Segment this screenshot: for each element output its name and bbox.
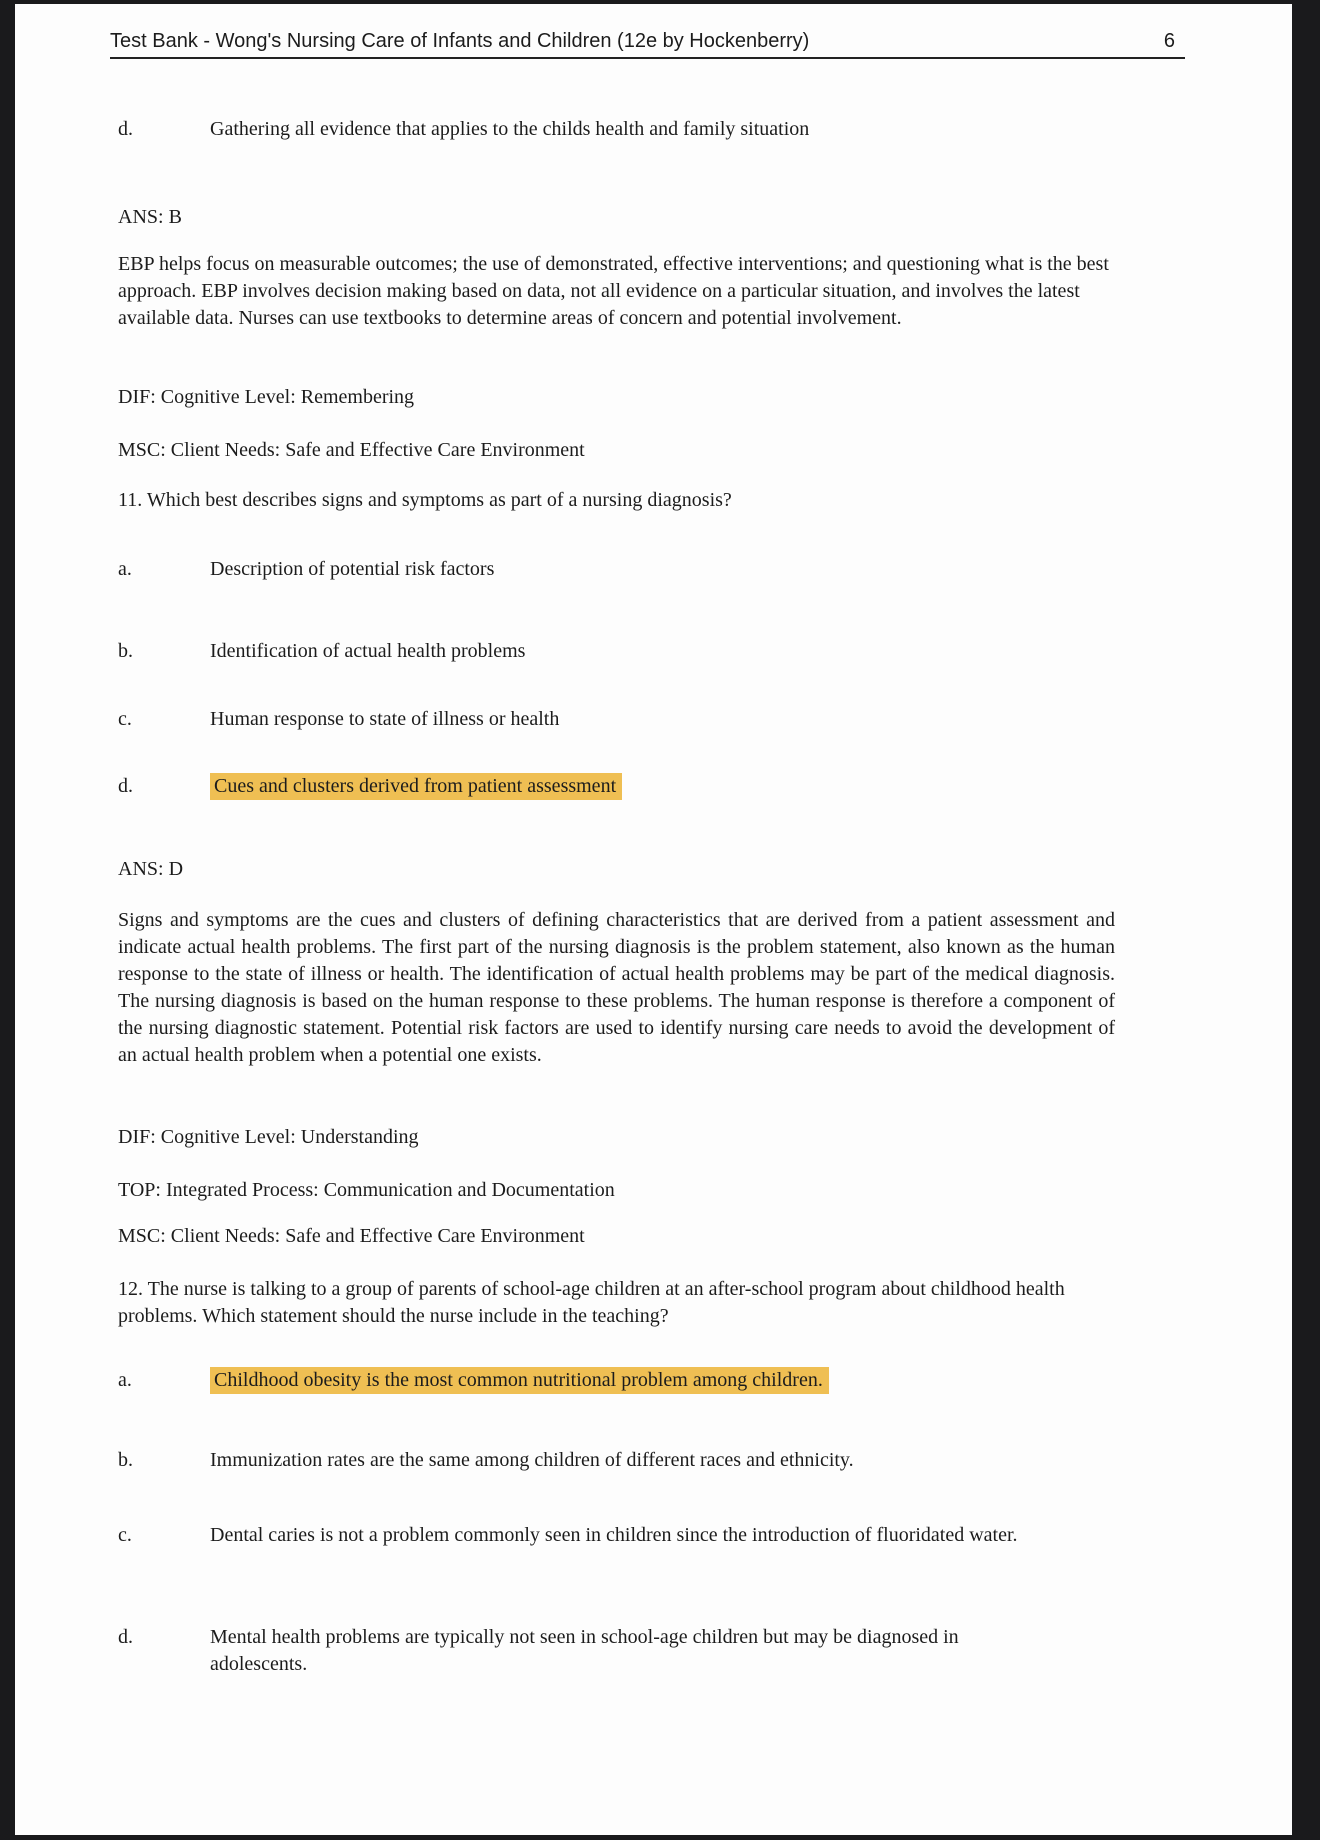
highlighted-answer-text: Childhood obesity is the most common nutritional problem among children. xyxy=(210,1367,829,1394)
option-text xyxy=(210,706,1060,733)
question-12-option-b xyxy=(118,1447,1115,1474)
option-text-inner: Immunization rates are the same among children of different races and ethnicity. xyxy=(210,1449,854,1471)
option-letter: b. xyxy=(118,1449,133,1471)
option-text xyxy=(210,116,1060,143)
option-text xyxy=(210,1624,1060,1678)
option-text xyxy=(210,773,1060,800)
question-12-option-a xyxy=(118,1367,1115,1394)
option-text xyxy=(210,1447,1060,1474)
option-text-inner: Human response to state of illness or health xyxy=(210,708,560,730)
option-text-inner: Description of potential risk factors xyxy=(210,558,495,580)
rationale-paragraph-signs: Signs and symptoms are the cues and clusters of defining characteristics that are derived from a patient assessment and indicate actual health problems. The first part of the nursing diagnosis is the problem statement, also known as the human response to the state of illness or health. The identification of actual health problems may be part of the medical diagnosis. The nursing diagnosis is based on the human response to these problems. The human response is therefore a component of the nursing diagnostic statement. Potential risk factors are used to identify nursing care needs to avoid the development of an actual health problem when a potential one exists. xyxy=(118,909,1115,1066)
option-letter: d. xyxy=(118,775,133,797)
question-11-option-d xyxy=(118,773,1115,800)
option-letter: c. xyxy=(118,708,132,730)
page-header xyxy=(110,30,1185,59)
question-12-option-c xyxy=(118,1522,1115,1549)
option-text-inner: Dental caries is not a problem commonly seen in children since the introduction of fluoridated water. xyxy=(210,1524,1018,1546)
question-12-stem: 12. The nurse is talking to a group of parents of school-age children at an after-school program about childhood health problems. Which statement should the nurse include in the teaching? xyxy=(118,1278,1065,1327)
question-11-option-b xyxy=(118,638,1115,665)
question-11-stem: 11. Which best describes signs and symptoms as part of a nursing diagnosis? xyxy=(118,489,732,511)
answer-line-d: ANS: D xyxy=(118,858,184,880)
option-text-inner: Gathering all evidence that applies to the childs health and family situation xyxy=(210,118,810,140)
question-12-option-d xyxy=(118,1624,1115,1678)
option-text xyxy=(210,556,1060,583)
top-line: TOP: Integrated Process: Communication and Documentation xyxy=(118,1179,615,1201)
option-text xyxy=(210,638,1060,665)
question-11-option-a xyxy=(118,556,1115,583)
option-letter: d. xyxy=(118,1626,133,1648)
question-11-option-c xyxy=(118,706,1115,733)
option-letter: b. xyxy=(118,640,133,662)
msc-line-1: MSC: Client Needs: Safe and Effective Care Environment xyxy=(118,439,585,461)
highlighted-answer-text: Cues and clusters derived from patient assessment xyxy=(210,773,622,800)
option-text-inner: Mental health problems are typically not seen in school-age children but may be diagnosed in adolescents. xyxy=(210,1626,959,1675)
dif-line-1: DIF: Cognitive Level: Remembering xyxy=(118,386,415,408)
option-letter: a. xyxy=(118,558,132,580)
option-text xyxy=(210,1522,1060,1549)
option-letter: d. xyxy=(118,118,133,140)
document-page xyxy=(15,4,1292,1835)
option-text xyxy=(210,1367,1060,1394)
option-letter: a. xyxy=(118,1369,132,1391)
page-number: 6 xyxy=(1163,30,1175,52)
document-title: Test Bank - Wong's Nursing Care of Infants and Children (12e by Hockenberry) xyxy=(110,30,810,52)
option-letter: c. xyxy=(118,1524,132,1546)
dif-line-2: DIF: Cognitive Level: Understanding xyxy=(118,1126,419,1148)
rationale-paragraph-ebp: EBP helps focus on measurable outcomes; the use of demonstrated, effective interventions; and questioning what is the best approach. EBP involves decision making based on data, not all evidence on a particular situation, and involves the latest available data. Nurses can use textbooks to determine areas of concern and potential involvement. xyxy=(118,253,1109,329)
msc-line-2: MSC: Client Needs: Safe and Effective Care Environment xyxy=(118,1225,585,1247)
question-10-option-d xyxy=(118,116,1115,143)
option-text-inner: Identification of actual health problems xyxy=(210,640,526,662)
answer-line-b: ANS: B xyxy=(118,206,182,228)
